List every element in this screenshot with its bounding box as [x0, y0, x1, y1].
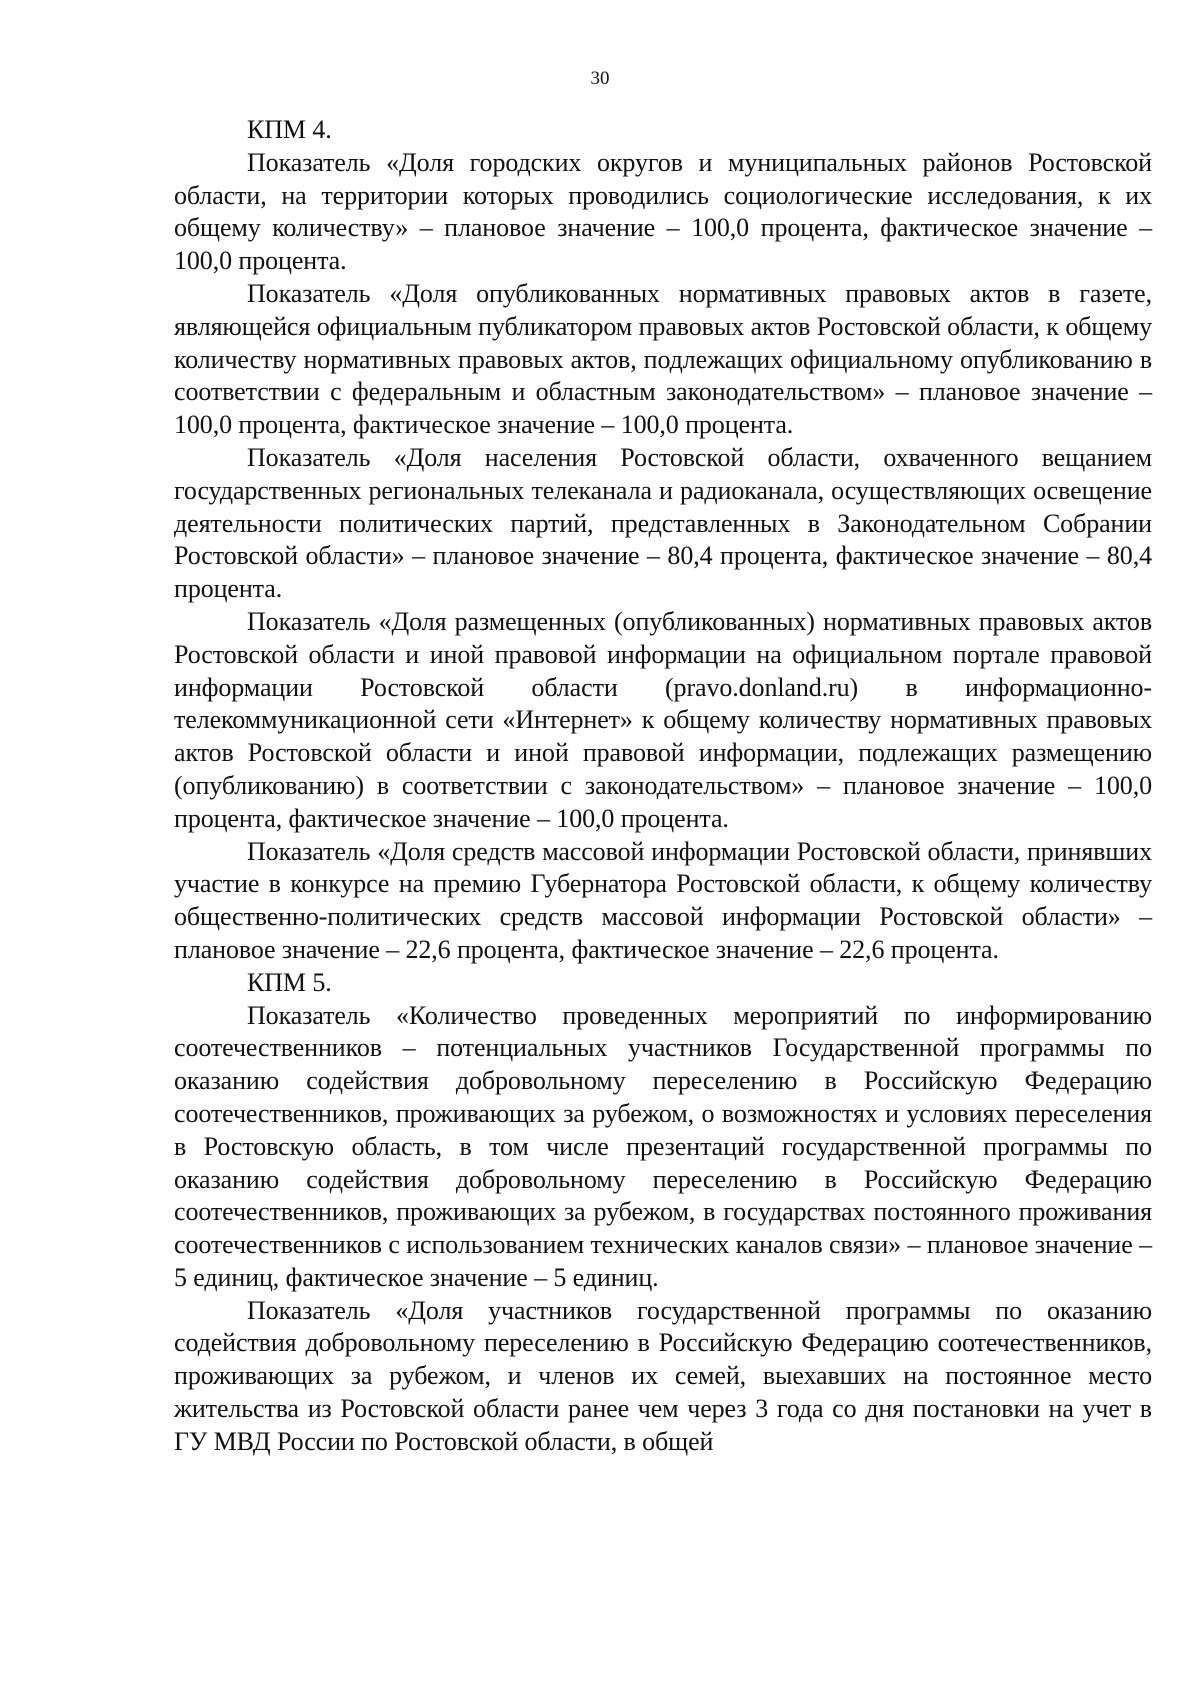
page-number: 30: [590, 68, 610, 89]
paragraph-published-legal-acts: Показатель «Доля опубликованных нормативных правовых актов в газете, являющейся официальным публикатором правовых актов Ростовской области, к общему количеству нормативных правовых актов, подлежащих официальному опубликованию в соответствии с федеральным и областным законодательством» – плановое значение – 100,0 процента, фактическое значение – 100,0 процента.: [174, 278, 1152, 440]
section-heading-kpm4: КПМ 4.: [247, 115, 332, 144]
paragraph-broadcast-coverage: Показатель «Доля населения Ростовской области, охваченного вещанием государственных региональных телеканала и радиоканала, осуществляющих освещение деятельности политических партий, представленных в Законодательном Собрании Ростовской области» – плановое значение – 80,4 процента, фактическое значение – 80,4 процента.: [174, 442, 1152, 604]
paragraph-program-participants: Показатель «Доля участников государственной программы по оказанию содействия добровольному переселению в Российскую Федерацию соотечественников, проживающих за рубежом, и членов их семей, выехавших на постоянное место жительства из Ростовской области ранее чем через 3 года со дня постановки на учет в ГУ МВД России по Ростовской области, в общей: [174, 1295, 1152, 1456]
paragraph-media-contest: Показатель «Доля средств массовой информации Ростовской области, принявших участие в конкурсе на премию Губернатора Ростовской области, к общему количеству общественно-политических средств массовой информации Ростовской области» – плановое значение – 22,6 процента, фактическое значение – 22,6 процента.: [174, 836, 1152, 964]
section-heading-kpm5: КПМ 5.: [247, 967, 332, 997]
paragraph-compatriots-events: Показатель «Количество проведенных мероприятий по информированию соотечественников – потенциальных участников Государственной программы по оказанию содействия добровольному переселению в Российскую Федерацию соотечественников, проживающих за рубежом, о возможностях и условиях переселения в Ростовскую область, в том числе презентаций государственной программы по оказанию содействия добровольному переселению в Российскую Федерацию соотечественников, проживающих за рубежом, в государствах постоянного проживания соотечественников с использованием технических каналов связи» – плановое значение – 5 единиц, фактическое значение – 5 единиц.: [174, 1000, 1152, 1292]
paragraph-legal-portal: Показатель «Доля размещенных (опубликованных) нормативных правовых актов Ростовской области и иной правовой информации на официальном портале правовой информации Ростовской области (pravo.donland.ru) в информационно-телекоммуникационной сети «Интернет» к общему количеству нормативных правовых актов Ростовской области и иной правовой информации, подлежащих размещению (опубликованию) в соответствии с законодательством» – плановое значение – 100,0 процента, фактическое значение – 100,0 процента.: [174, 606, 1152, 833]
document-body: [174, 114, 1152, 1459]
paragraph-sociological-research: Показатель «Доля городских округов и муниципальных районов Ростовской области, на территории которых проводились социологические исследования, к их общему количеству» – плановое значение – 100,0 процента, фактическое значение – 100,0 процента.: [174, 147, 1152, 276]
